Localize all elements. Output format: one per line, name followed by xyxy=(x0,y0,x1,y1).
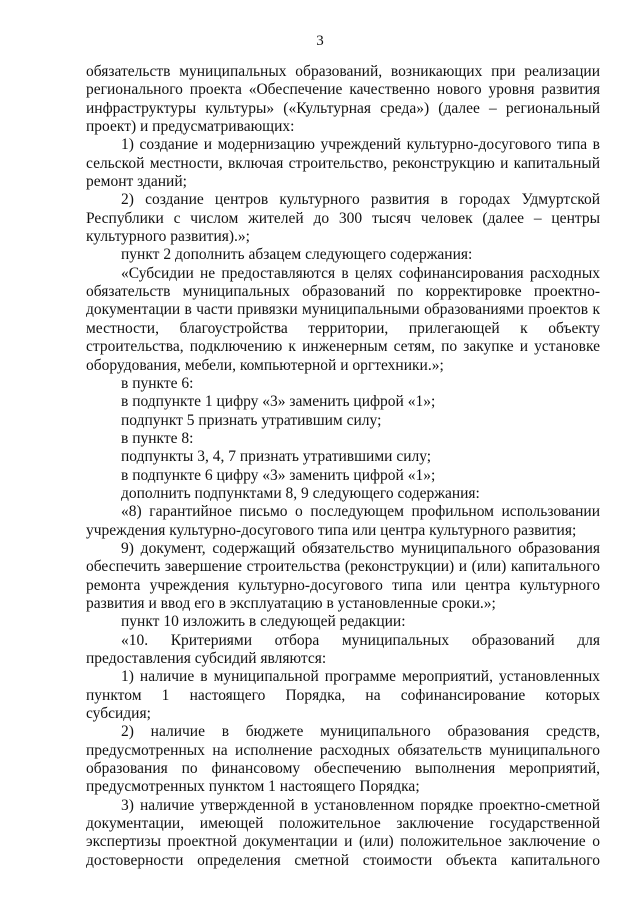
text-line: подпункты 3, 4, 7 признать утратившими силу; xyxy=(121,448,432,466)
text-line: пунктом 1 настоящего Порядка, на софинансирование которых xyxy=(86,686,600,704)
text-line: 2) создание центров культурного развития в городах Удмуртской xyxy=(121,191,600,209)
text-line: строительства, подключению к инженерным сетям, по закупке и установке xyxy=(86,338,600,356)
text-line: инфраструктуры культуры» («Культурная среда») (далее – региональный xyxy=(86,99,600,117)
text-line: сельской местности, включая строительство, реконструкцию и капитальный xyxy=(86,154,600,172)
text-line: в подпункте 1 цифру «3» заменить цифрой «1»; xyxy=(121,393,436,411)
text-line: «Субсидии не предоставляются в целях софинансирования расходных xyxy=(121,264,600,282)
document-body xyxy=(86,63,600,870)
text-line: в подпункте 6 цифру «3» заменить цифрой «1»; xyxy=(121,466,436,484)
text-line: образования по финансовому обеспечению выполнения мероприятий, xyxy=(86,760,600,778)
text-line: обеспечить завершение строительства (реконструкции) и (или) капитального xyxy=(86,558,600,576)
text-line: проект) и предусматривающих: xyxy=(86,118,295,136)
text-line: развития и ввод его в эксплуатацию в установленные сроки.»; xyxy=(86,594,496,612)
text-line: в пункте 8: xyxy=(121,429,194,447)
text-line: 3) наличие утвержденной в установленном порядке проектно-сметной xyxy=(121,796,600,814)
text-line: документации, имеющей положительное заключение государственной xyxy=(86,815,600,833)
text-line: местности, благоустройства территории, прилегающей к объекту xyxy=(86,319,600,337)
text-line: предоставления субсидий являются: xyxy=(86,650,327,667)
text-line: 9) документ, содержащий обязательство муниципального образования xyxy=(121,539,600,557)
text-line: дополнить подпунктами 8, 9 следующего содержания: xyxy=(121,484,480,502)
text-line: регионального проекта «Обеспечение качественно нового уровня развития xyxy=(86,81,600,99)
text-line: культурного развития).»; xyxy=(86,228,250,246)
text-line: учреждения культурно-досугового типа или центра культурного развития; xyxy=(86,521,577,539)
text-line: 2) наличие в бюджете муниципального образования средств, xyxy=(121,723,600,741)
text-line: предусмотренных пунктом 1 настоящего Порядка; xyxy=(86,778,420,796)
text-line: Республики с числом жителей до 300 тысяч человек (далее – центры xyxy=(86,209,600,227)
text-line: пункт 2 дополнить абзацем следующего содержания: xyxy=(121,246,473,264)
text-line: ремонт зданий; xyxy=(86,173,187,191)
text-line: предусмотренных на исполнение расходных обязательств муниципального xyxy=(86,741,600,759)
page-number: 3 xyxy=(316,33,324,49)
text-line: «8) гарантийное письмо о последующем профильном использовании xyxy=(121,503,600,521)
text-line: пункт 10 изложить в следующей редакции: xyxy=(121,613,406,631)
text-line: оборудования, мебели, компьютерной и оргтехники.»; xyxy=(86,356,444,374)
text-line: ремонта учреждения культурно-досугового типа или центра культурного xyxy=(86,576,600,594)
text-line: экспертизы проектной документации и (или) положительное заключение о xyxy=(86,833,600,851)
text-line: достоверности определения сметной стоимости объекта капитального xyxy=(86,851,600,869)
text-line: обязательств муниципальных образований, возникающих при реализации xyxy=(86,63,600,80)
text-line: «10. Критериями отбора муниципальных образований для xyxy=(121,631,600,649)
text-line: документации в части привязки муниципальными образованиями проектов к xyxy=(86,301,600,319)
text-line: в пункте 6: xyxy=(121,374,194,392)
text-line: обязательств муниципальных образований по корректировке проектно- xyxy=(86,283,600,301)
text-line: 1) наличие в муниципальной программе мероприятий, установленных xyxy=(121,668,600,686)
text-line: подпункт 5 признать утратившим силу; xyxy=(121,411,382,429)
text-line: субсидия; xyxy=(86,705,151,723)
text-line: 1) создание и модернизацию учреждений культурно-досугового типа в xyxy=(121,136,600,154)
